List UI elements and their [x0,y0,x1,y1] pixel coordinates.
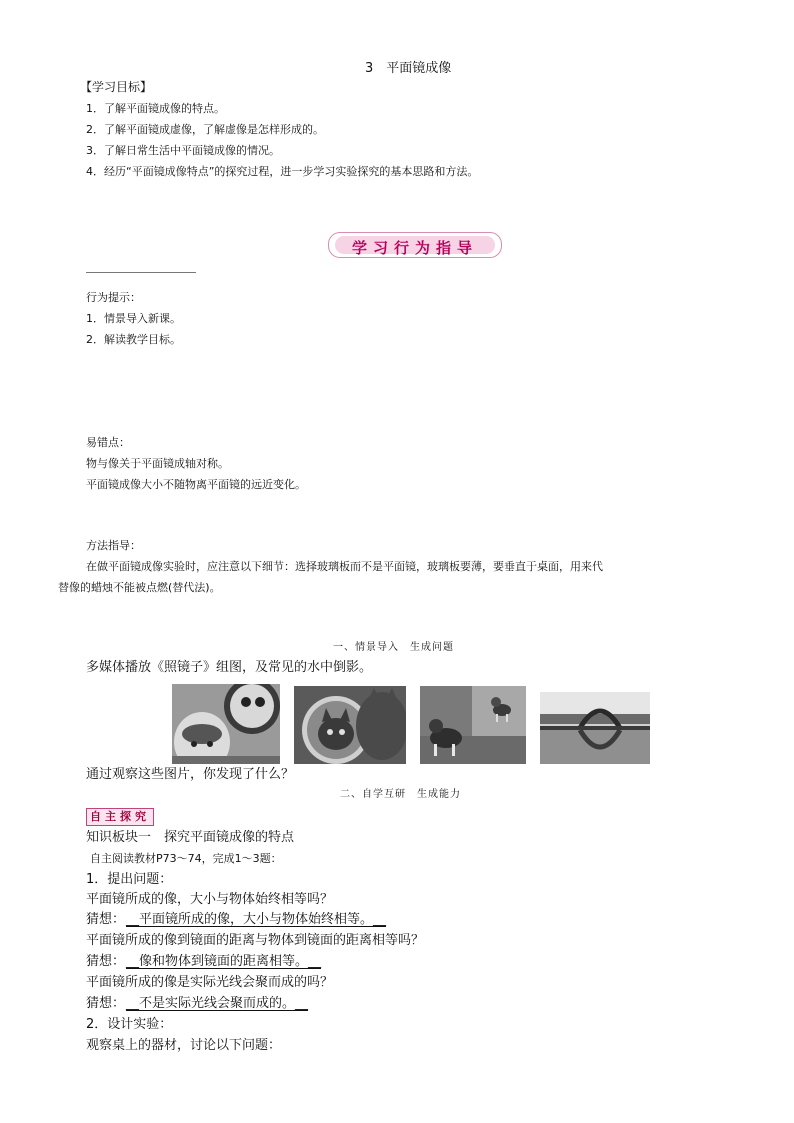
photo-cat-mirror [294,686,406,764]
module-title: 知识板块一 探究平面镜成像的特点 [86,830,295,845]
goal-item: 4．经历“平面镜成像特点”的探究过程，进一步学习实验探究的基本思路和方法。 [86,165,479,178]
question-3: 平面镜所成的像是实际光线会聚而成的吗？ [86,975,334,990]
goal-item: 1．了解平面镜成像的特点。 [86,102,225,115]
method-text-line2: 替像的蜡烛不能被点燃(替代法)。 [58,581,221,594]
guess-label: 猜想： [86,954,126,969]
behavior-item: 1．情景导入新课。 [86,312,181,325]
behavior-heading: 行为提示： [86,291,141,304]
reading-instruction: 自主阅读教材P73～74，完成1～3题： [90,852,282,865]
pitfall-item: 平面镜成像大小不随物离平面镜的远近变化。 [86,478,306,491]
pitfall-item: 物与像关于平面镜成轴对称。 [86,457,229,470]
section2-heading: 二、自学互研 生成能力 [340,789,461,800]
step-design-experiment: 2．设计实验： [86,1017,173,1032]
page-title: 3 平面镜成像 [365,61,452,76]
step-propose-question: 1．提出问题： [86,872,173,887]
behavior-item: 2．解读教学目标。 [86,333,181,346]
photo-child-mirror [172,684,280,764]
self-study-badge: 自主探究 [86,808,154,826]
observe-instruction: 观察桌上的器材，讨论以下问题： [86,1038,282,1053]
divider-line [86,272,196,273]
answer-1: __平面镜所成的像，大小与物体始终相等。__ [126,912,387,927]
section1-heading: 一、情景导入 生成问题 [333,642,454,653]
photo-dog-mirror [420,686,526,764]
goals-heading: 【学习目标】 [80,80,153,94]
section-banner [328,232,502,258]
goal-item: 3．了解日常生活中平面镜成像的情况。 [86,144,280,157]
method-text-line1: 在做平面镜成像实验时，应注意以下细节：选择玻璃板而不是平面镜，玻璃板要薄，要垂直于桌面，用来代 [86,560,603,573]
section1-intro: 多媒体播放《照镜子》组图，及常见的水中倒影。 [86,660,373,675]
answer-2: __像和物体到镜面的距离相等。__ [126,954,322,969]
section1-question: 通过观察这些图片，你发现了什么？ [86,767,295,782]
goal-item: 2．了解平面镜成虚像，了解虚像是怎样形成的。 [86,123,324,136]
pitfalls-heading: 易错点： [86,436,130,449]
question-1: 平面镜所成的像，大小与物体始终相等吗？ [86,892,334,907]
method-heading: 方法指导： [86,539,141,552]
guess-label: 猜想： [86,996,126,1011]
guess-label: 猜想： [86,912,126,927]
banner-title: 学习行为指导 [351,239,478,257]
answer-3: __不是实际光线会聚而成的。__ [126,996,309,1011]
photo-bridge-reflection [540,692,650,764]
question-2: 平面镜所成的像到镜面的距离与物体到镜面的距离相等吗？ [86,933,425,948]
